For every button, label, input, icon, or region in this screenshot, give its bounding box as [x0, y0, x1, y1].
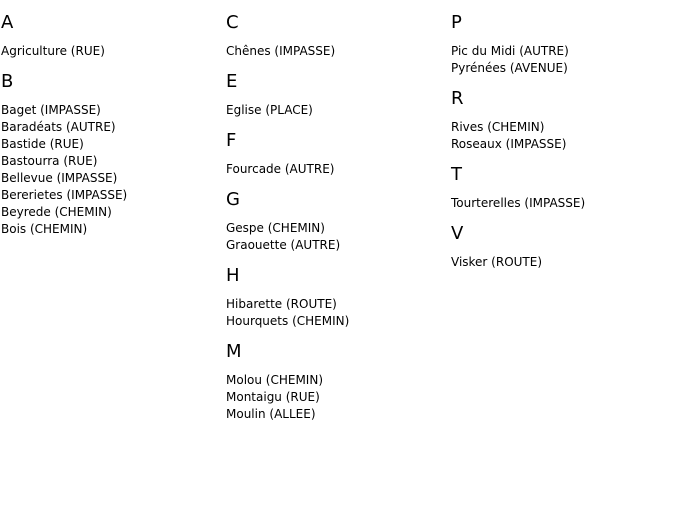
letter-group — [226, 130, 446, 178]
letter-group — [451, 164, 671, 212]
street-list — [226, 43, 446, 60]
street-link[interactable]: Montaigu (RUE) — [226, 390, 320, 404]
street-list — [1, 43, 221, 60]
street-link[interactable]: Hibarette (ROUTE) — [226, 297, 337, 311]
street-link[interactable]: Fourcade (AUTRE) — [226, 162, 335, 176]
letter-group — [226, 189, 446, 254]
street-link[interactable]: Hourquets (CHEMIN) — [226, 314, 350, 328]
letter-heading: P — [451, 12, 462, 33]
letter-group — [226, 341, 446, 423]
street-list — [226, 296, 446, 330]
index-column-1 — [1, 12, 221, 249]
letter-heading: V — [451, 223, 464, 244]
letter-heading: B — [1, 71, 14, 92]
letter-heading: G — [226, 189, 240, 210]
letter-heading: H — [226, 265, 240, 286]
street-link[interactable]: Bastourra (RUE) — [1, 154, 98, 168]
street-list — [451, 43, 671, 77]
street-link[interactable]: Roseaux (IMPASSE) — [451, 137, 567, 151]
letter-heading: T — [451, 164, 462, 185]
street-link[interactable]: Graouette (AUTRE) — [226, 238, 341, 252]
letter-heading: C — [226, 12, 239, 33]
street-list — [226, 102, 446, 119]
street-link[interactable]: Baradéats (AUTRE) — [1, 120, 116, 134]
letter-group — [1, 71, 221, 238]
street-link[interactable]: Gespe (CHEMIN) — [226, 221, 325, 235]
letter-group — [226, 265, 446, 330]
index-column-3 — [451, 12, 671, 282]
street-link[interactable]: Bastide (RUE) — [1, 137, 84, 151]
street-link[interactable]: Moulin (ALLEE) — [226, 407, 316, 421]
letter-group — [451, 223, 671, 271]
street-link[interactable]: Pyrénées (AVENUE) — [451, 61, 568, 75]
street-link[interactable]: Visker (ROUTE) — [451, 255, 543, 269]
street-link[interactable]: Chênes (IMPASSE) — [226, 44, 336, 58]
street-list — [1, 102, 221, 238]
letter-group — [226, 71, 446, 119]
street-link[interactable]: Rives (CHEMIN) — [451, 120, 545, 134]
street-link[interactable]: Bererietes (IMPASSE) — [1, 188, 128, 202]
letter-heading: E — [226, 71, 238, 92]
street-link[interactable]: Eglise (PLACE) — [226, 103, 313, 117]
street-list — [226, 161, 446, 178]
street-link[interactable]: Tourterelles (IMPASSE) — [451, 196, 586, 210]
index-column-2 — [226, 12, 446, 434]
letter-heading: M — [226, 341, 242, 362]
letter-heading: A — [1, 12, 14, 33]
street-link[interactable]: Molou (CHEMIN) — [226, 373, 324, 387]
letter-group — [226, 12, 446, 60]
letter-group — [1, 12, 221, 60]
letter-group — [451, 88, 671, 153]
street-list — [451, 254, 671, 271]
street-link[interactable]: Pic du Midi (AUTRE) — [451, 44, 569, 58]
street-list — [226, 220, 446, 254]
letter-heading: F — [226, 130, 237, 151]
street-list — [451, 195, 671, 212]
street-link[interactable]: Baget (IMPASSE) — [1, 103, 101, 117]
street-list — [226, 372, 446, 423]
street-link[interactable]: Beyrede (CHEMIN) — [1, 205, 112, 219]
street-link[interactable]: Bois (CHEMIN) — [1, 222, 88, 236]
letter-heading: R — [451, 88, 464, 109]
letter-group — [451, 12, 671, 77]
street-link[interactable]: Agriculture (RUE) — [1, 44, 105, 58]
street-link[interactable]: Bellevue (IMPASSE) — [1, 171, 118, 185]
street-list — [451, 119, 671, 153]
